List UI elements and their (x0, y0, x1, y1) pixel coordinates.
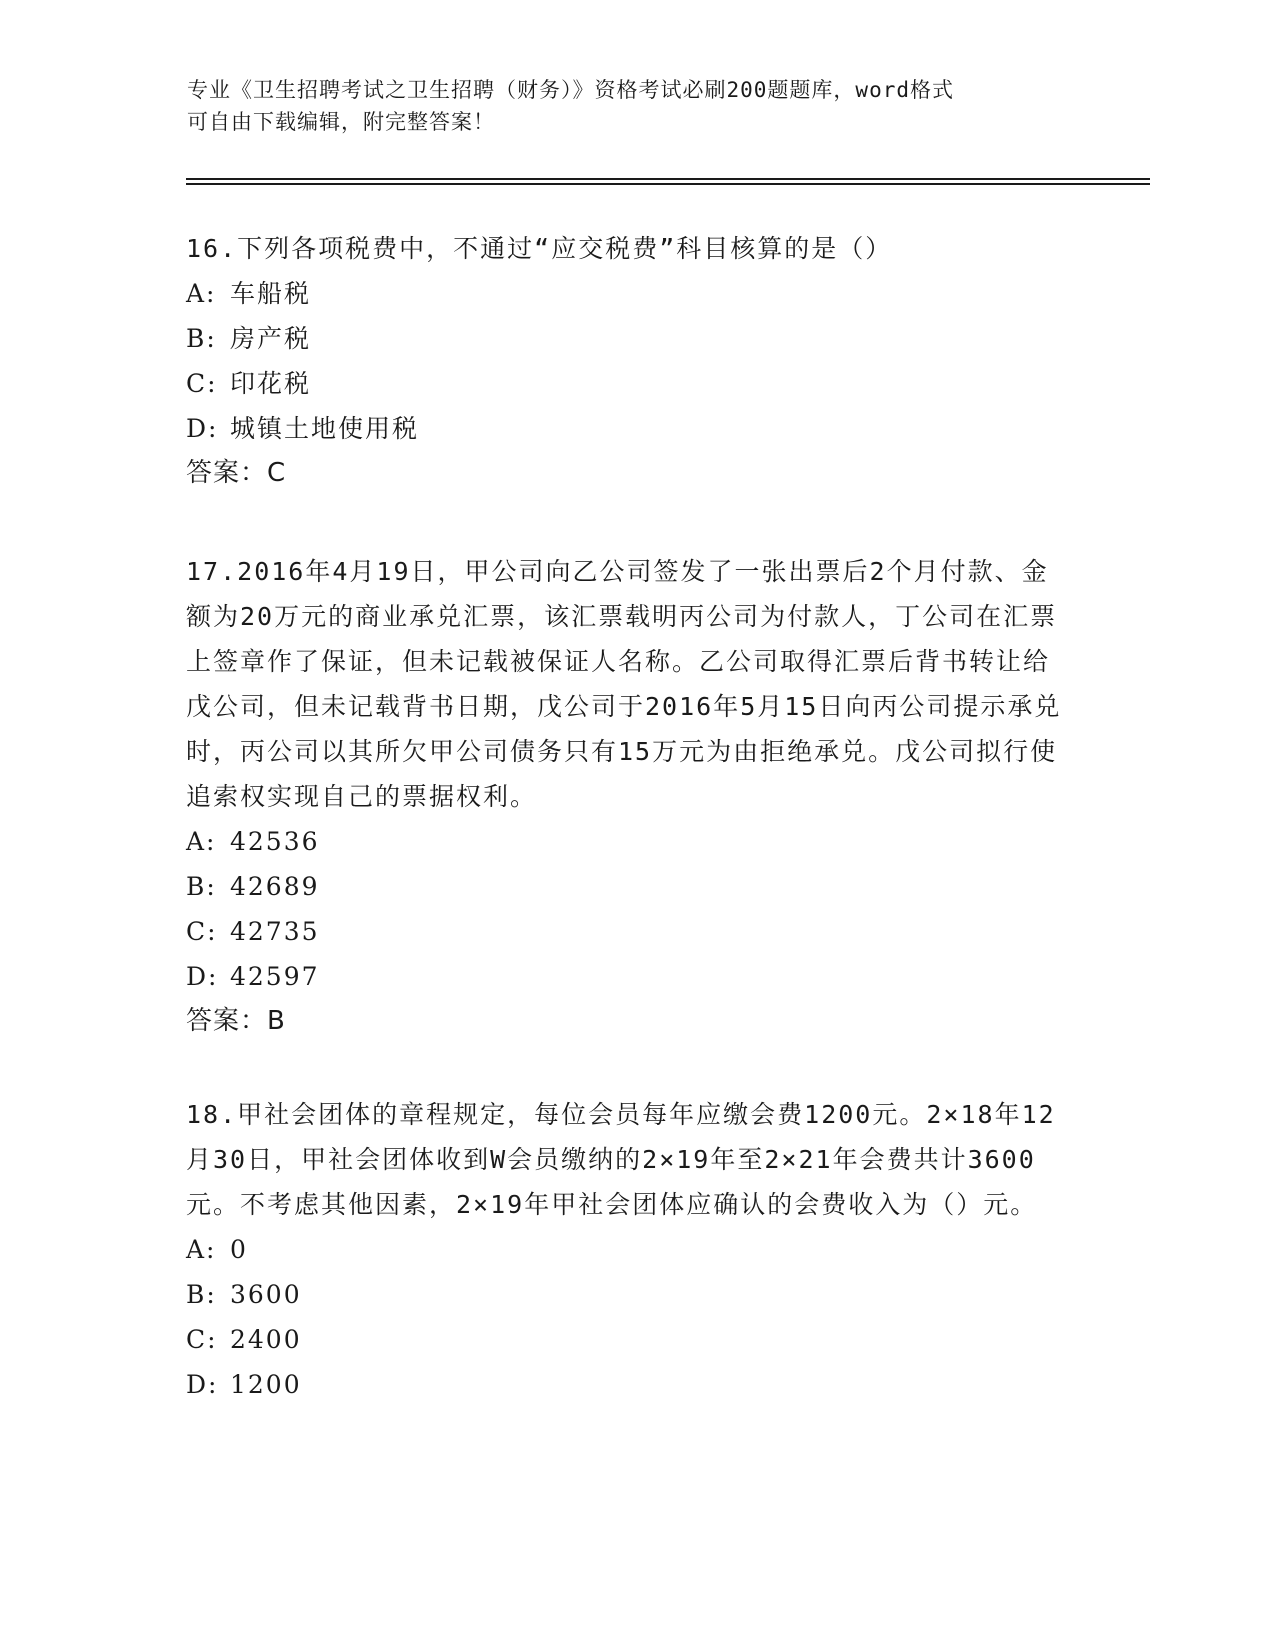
document-header (187, 74, 1067, 138)
option-letter: B: (186, 872, 217, 901)
option-letter: C: (186, 917, 218, 946)
option-b (186, 1272, 1066, 1317)
question-stem: 17.2016年4月19日，甲公司向乙公司签发了一张出票后2个月付款、金额为20万元的商业承兑汇票，该汇票载明丙公司为付款人，丁公司在汇票上签章作了保证，但未记载被保证人名称。乙公司取得汇票后背书转让给戊公司，但未记载背书日期，戊公司于2016年5月15日向丙公司提示承兑时，丙公司以其所欠甲公司债务只有15万元为由拒绝承兑。戊公司拟行使追索权实现自己的票据权利。 (186, 557, 1062, 811)
option-b (186, 316, 1066, 361)
option-d (186, 406, 1066, 451)
option-letter: D: (186, 1370, 219, 1399)
option-list (186, 1227, 1066, 1407)
option-a (186, 271, 1066, 316)
option-text: 42597 (230, 962, 320, 991)
option-c (186, 361, 1066, 406)
option-a (186, 819, 1066, 864)
question-16 (186, 226, 1066, 496)
option-text: 城镇土地使用税 (230, 414, 420, 443)
option-letter: A: (186, 279, 217, 308)
option-list (186, 271, 1066, 451)
header-divider-top (186, 178, 1150, 180)
option-text: 42536 (230, 827, 320, 856)
option-letter: B: (186, 1280, 217, 1309)
option-text: 42735 (230, 917, 320, 946)
header-title-line-1: 专业《卫生招聘考试之卫生招聘（财务）》资格考试必刷200题题库，word格式 (187, 78, 954, 102)
option-letter: A: (186, 827, 217, 856)
option-text: 印花税 (230, 369, 312, 398)
header-divider-bottom (186, 183, 1150, 185)
option-c (186, 1317, 1066, 1362)
question-18 (186, 1092, 1066, 1407)
option-letter: C: (186, 1325, 218, 1354)
option-letter: D: (186, 414, 219, 443)
option-c (186, 909, 1066, 954)
option-b (186, 864, 1066, 909)
option-a (186, 1227, 1066, 1272)
option-text: 3600 (230, 1280, 302, 1309)
option-d (186, 1362, 1066, 1407)
header-title-line-2: 可自由下载编辑，附完整答案！ (187, 110, 495, 134)
option-list (186, 819, 1066, 999)
question-17 (186, 549, 1066, 1044)
option-letter: A: (186, 1235, 217, 1264)
option-text: 房产税 (230, 324, 312, 353)
option-text: 42689 (230, 872, 320, 901)
option-text: 1200 (230, 1370, 302, 1399)
option-text: 2400 (230, 1325, 302, 1354)
question-stem: 16.下列各项税费中，不通过“应交税费”科目核算的是（） (186, 234, 893, 263)
option-letter: C: (186, 369, 218, 398)
option-text: 0 (230, 1235, 248, 1264)
option-d (186, 954, 1066, 999)
question-stem: 18.甲社会团体的章程规定，每位会员每年应缴会费1200元。2×18年12月30日，甲社会团体收到W会员缴纳的2×19年至2×21年会费共计3600元。不考虑其他因素，2×19年甲社会团体应确认的会费收入为（）元。 (186, 1100, 1056, 1219)
answer-line: 答案：B (186, 1006, 286, 1036)
answer-line: 答案：C (186, 458, 287, 488)
option-letter: B: (186, 324, 217, 353)
option-letter: D: (186, 962, 219, 991)
option-text: 车船税 (230, 279, 312, 308)
